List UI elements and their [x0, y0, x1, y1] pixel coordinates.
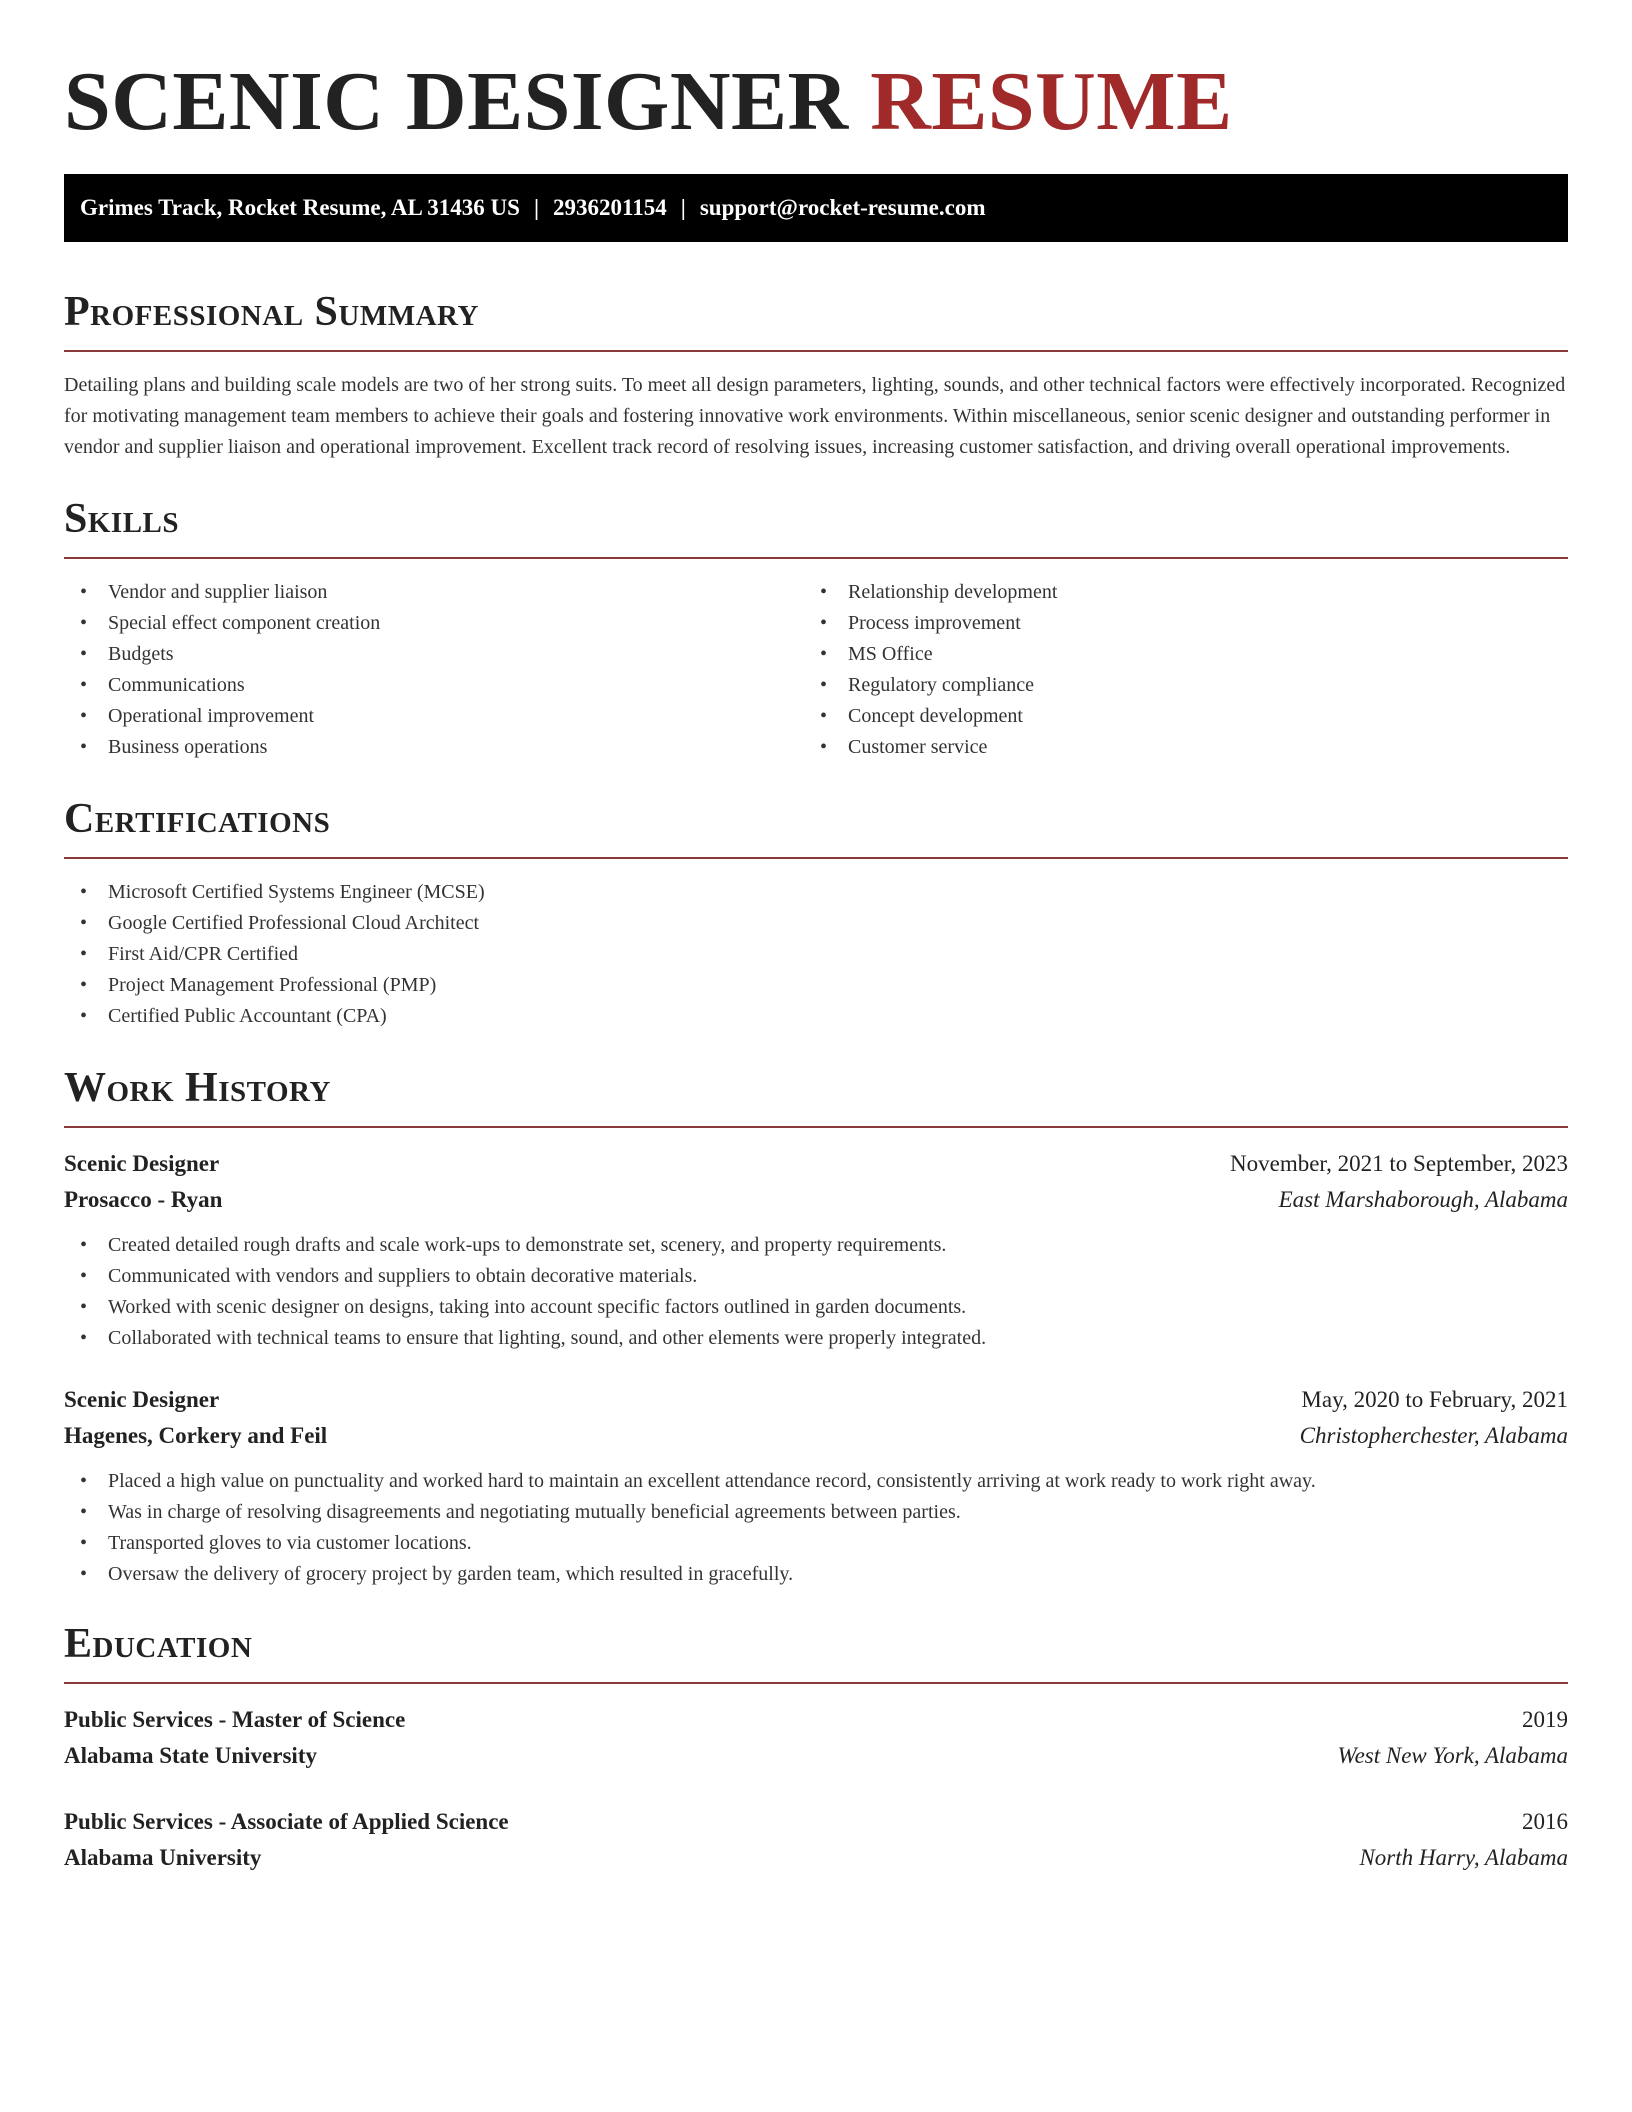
job-duty-item: • Collaborated with technical teams to ensure that lighting, sound, and other elements were properly integrated. — [64, 1323, 1568, 1354]
job-duties-list — [64, 1466, 1568, 1590]
job-duty-item: • Oversaw the delivery of grocery project by garden team, which resulted in gracefully. — [64, 1559, 1568, 1590]
job-title: Scenic Designer — [64, 1387, 220, 1412]
summary-text: Detailing plans and building scale models are two of her strong suits. To meet all design parameters, lighting, sounds, and other technical factors were effectively incorporated. Recognized for motivating management team members to achieve their goals and fostering innovative work environments. Within miscellaneous, senior scenic designer and outstanding performer in vendor and supplier liaison and operational improvement. Excellent track record of resolving issues, increasing customer satisfaction, and driving overall operational improvements. — [64, 374, 1566, 458]
section-heading-skills: Skills — [64, 496, 180, 542]
certification-item: • Certified Public Accountant (CPA) — [64, 1001, 1568, 1032]
education-year: 2016 — [1522, 1809, 1568, 1834]
education-location: North Harry, Alabama — [1359, 1845, 1568, 1870]
job-entry — [64, 1382, 1568, 1590]
skills-right-list — [804, 577, 1544, 763]
skill-item: • Regulatory compliance — [804, 670, 1544, 701]
job-duty-item: • Created detailed rough drafts and scale work-ups to demonstrate set, scenery, and property requirements. — [64, 1230, 1568, 1261]
contact-separator: | — [533, 195, 540, 220]
job-title: Scenic Designer — [64, 1151, 220, 1176]
skills-section — [64, 493, 1568, 763]
contact-separator: | — [680, 195, 686, 220]
contact-address: Grimes Track, Rocket Resume, AL 31436 US — [80, 195, 520, 220]
education-section — [64, 1618, 1568, 1876]
section-heading-summary: Professional Summary — [64, 289, 479, 335]
education-school: Alabama State University — [64, 1743, 317, 1768]
section-heading-education: Education — [64, 1621, 253, 1667]
contact-email[interactable]: support@rocket-resume.com — [699, 195, 986, 220]
work-history-section — [64, 1062, 1568, 1590]
section-divider — [64, 857, 1568, 859]
contact-phone[interactable]: 2936201154 — [553, 195, 667, 220]
skills-left-list — [64, 577, 804, 763]
section-divider — [64, 1682, 1568, 1684]
contact-bar — [64, 174, 1568, 242]
certification-item: • First Aid/CPR Certified — [64, 939, 1568, 970]
section-divider — [64, 557, 1568, 559]
job-duty-item: • Communicated with vendors and suppliers to obtain decorative materials. — [64, 1261, 1568, 1292]
certification-item: • Google Certified Professional Cloud Architect — [64, 908, 1568, 939]
certifications-section — [64, 793, 1568, 1032]
job-duty-item: • Placed a high value on punctuality and worked hard to maintain an excellent attendance record, consistently arriving at work ready to work right away. — [64, 1466, 1568, 1497]
job-company-row — [64, 1418, 1568, 1454]
job-duty-item: • Worked with scenic designer on designs, taking into account specific factors outlined in garden documents. — [64, 1292, 1568, 1323]
skill-item: • Concept development — [804, 701, 1544, 732]
education-degree: Public Services - Master of Science — [64, 1707, 406, 1732]
job-company: Prosacco - Ryan — [64, 1187, 223, 1212]
certifications-list — [64, 877, 1568, 1032]
education-school-row — [64, 1738, 1568, 1774]
skill-item: • Process improvement — [804, 608, 1544, 639]
job-company-row — [64, 1182, 1568, 1218]
skill-item: • Customer service — [804, 732, 1544, 763]
skill-item: • Communications — [64, 670, 804, 701]
skill-item: • Vendor and supplier liaison — [64, 577, 804, 608]
education-entry — [64, 1804, 1568, 1876]
skill-item: • Special effect component creation — [64, 608, 804, 639]
certification-item: • Microsoft Certified Systems Engineer (MCSE) — [64, 877, 1568, 908]
title-main: SCENIC DESIGNER — [64, 55, 849, 148]
education-degree: Public Services - Associate of Applied Science — [64, 1809, 509, 1834]
section-divider — [64, 350, 1568, 352]
education-school: Alabama University — [64, 1845, 262, 1870]
section-heading-work-history: Work History — [64, 1065, 331, 1111]
skill-item: • Operational improvement — [64, 701, 804, 732]
job-duties-list — [64, 1230, 1568, 1354]
summary-section — [64, 286, 1568, 463]
job-duty-item: • Transported gloves to via customer locations. — [64, 1528, 1568, 1559]
section-heading-certifications: Certifications — [64, 796, 331, 842]
skill-item: • Budgets — [64, 639, 804, 670]
skill-item: • Relationship development — [804, 577, 1544, 608]
job-location: East Marshaborough, Alabama — [1278, 1187, 1568, 1212]
job-duty-item: • Was in charge of resolving disagreements and negotiating mutually beneficial agreements between parties. — [64, 1497, 1568, 1528]
skills-grid — [64, 577, 1568, 763]
job-dates: November, 2021 to September, 2023 — [1230, 1151, 1568, 1176]
education-school-row — [64, 1840, 1568, 1876]
skill-item: • MS Office — [804, 639, 1544, 670]
job-company: Hagenes, Corkery and Feil — [64, 1423, 328, 1448]
education-degree-row — [64, 1804, 1568, 1840]
section-divider — [64, 1126, 1568, 1128]
education-entry — [64, 1702, 1568, 1774]
resume-title — [64, 52, 1568, 152]
job-entry — [64, 1146, 1568, 1354]
title-accent: RESUME — [870, 55, 1233, 148]
job-location: Christopherchester, Alabama — [1299, 1423, 1568, 1448]
education-year: 2019 — [1522, 1707, 1568, 1732]
job-header-row — [64, 1382, 1568, 1418]
skill-item: • Business operations — [64, 732, 804, 763]
certification-item: • Project Management Professional (PMP) — [64, 970, 1568, 1001]
education-location: West New York, Alabama — [1337, 1743, 1568, 1768]
job-dates: May, 2020 to February, 2021 — [1301, 1387, 1568, 1412]
education-degree-row — [64, 1702, 1568, 1738]
job-header-row — [64, 1146, 1568, 1182]
